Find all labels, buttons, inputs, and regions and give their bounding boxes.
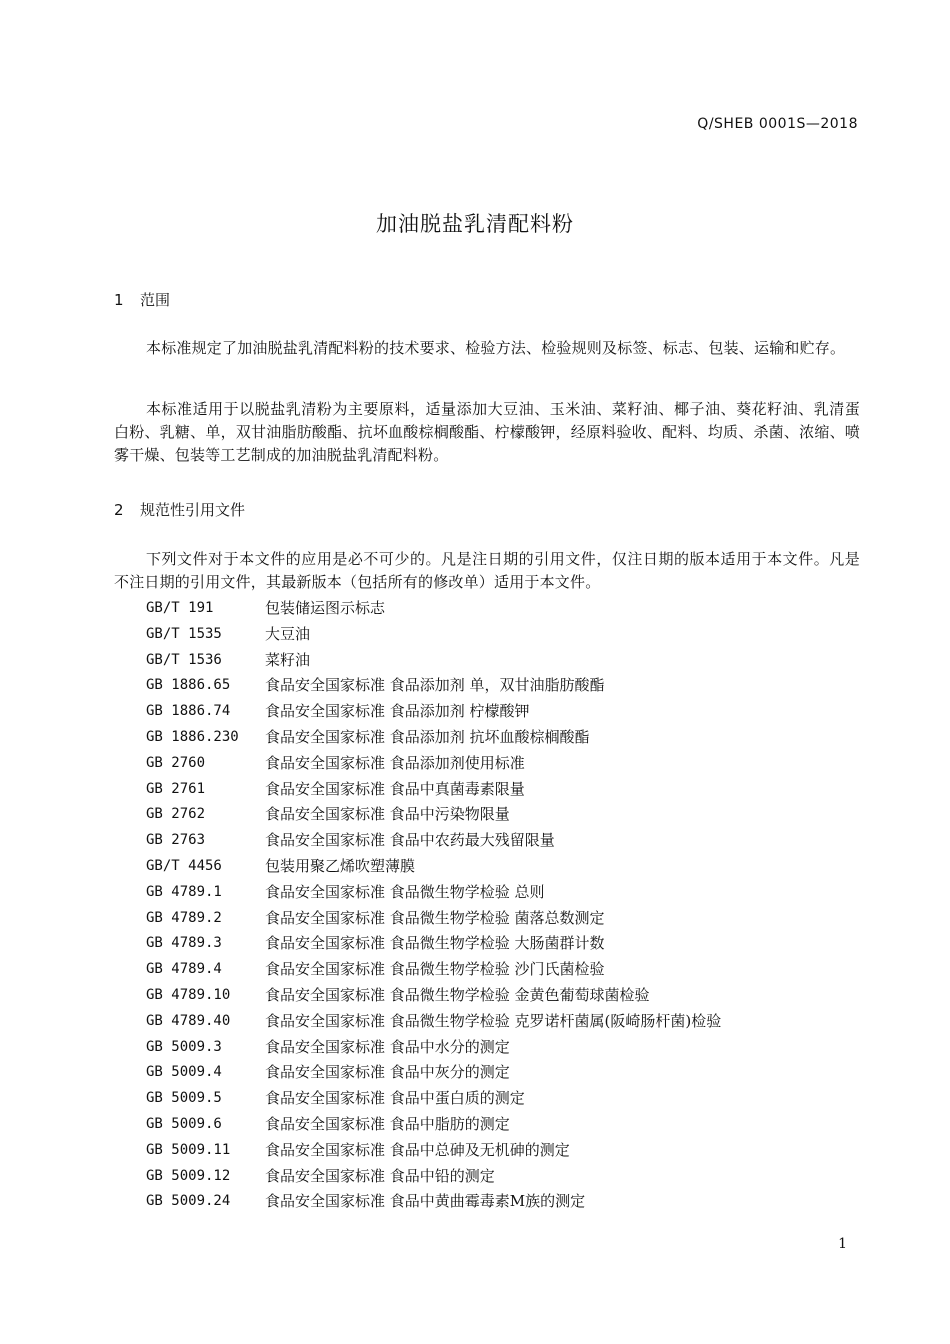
reference-code: GB 5009.4 bbox=[146, 1064, 222, 1081]
reference-item bbox=[146, 1164, 721, 1190]
reference-name: 食品安全国家标准 食品中灰分的测定 bbox=[265, 1063, 510, 1082]
reference-item bbox=[146, 1112, 721, 1138]
reference-name: 大豆油 bbox=[265, 624, 311, 643]
reference-list bbox=[146, 596, 721, 1215]
section-2-heading bbox=[114, 499, 245, 520]
reference-code: GB 1886.65 bbox=[146, 677, 231, 694]
section-number: 1 bbox=[114, 291, 124, 309]
reference-item bbox=[146, 725, 721, 751]
reference-name: 食品安全国家标准 食品中蛋白质的测定 bbox=[265, 1089, 525, 1108]
page-number: 1 bbox=[838, 1236, 847, 1252]
scope-paragraph-2: 本标准适用于以脱盐乳清粉为主要原料，适量添加大豆油、玉米油、菜籽油、椰子油、葵花籽油、乳清蛋白粉、乳糖、单，双甘油脂肪酸酯、抗坏血酸棕榈酸酯、柠檬酸钾，经原料验收、配料、均质、杀菌、浓缩、喷雾干燥、包装等工艺制成的加油脱盐乳清配料粉。 bbox=[114, 400, 860, 464]
reference-item bbox=[146, 854, 721, 880]
reference-item bbox=[146, 828, 721, 854]
reference-name: 食品安全国家标准 食品中总砷及无机砷的测定 bbox=[265, 1140, 570, 1159]
reference-item bbox=[146, 1189, 721, 1215]
reference-name: 食品安全国家标准 食品微生物学检验 大肠菌群计数 bbox=[265, 934, 605, 953]
reference-item bbox=[146, 699, 721, 725]
reference-name: 食品安全国家标准 食品中脂肪的测定 bbox=[265, 1114, 510, 1133]
reference-code: GB 4789.2 bbox=[146, 909, 222, 926]
reference-code: GB 4789.40 bbox=[146, 1012, 231, 1029]
reference-name: 食品安全国家标准 食品中农药最大残留限量 bbox=[265, 831, 555, 850]
reference-code: GB 4789.1 bbox=[146, 883, 222, 900]
section-number: 2 bbox=[114, 501, 124, 519]
reference-code: GB 4789.3 bbox=[146, 935, 222, 952]
section-1-heading bbox=[114, 289, 170, 310]
reference-code: GB 5009.12 bbox=[146, 1167, 231, 1184]
reference-code: GB 5009.5 bbox=[146, 1090, 222, 1107]
reference-item bbox=[146, 1060, 721, 1086]
reference-item bbox=[146, 777, 721, 803]
normative-paragraph: 下列文件对于本文件的应用是必不可少的。凡是注日期的引用文件，仅注日期的版本适用于本文件。凡是不注日期的引用文件，其最新版本（包括所有的修改单）适用于本文件。 bbox=[114, 550, 860, 591]
reference-name: 包装储运图示标志 bbox=[265, 599, 386, 617]
reference-item bbox=[146, 622, 721, 648]
reference-code: GB 5009.3 bbox=[146, 1038, 222, 1055]
reference-name: 菜籽油 bbox=[265, 650, 311, 669]
reference-code: GB 2762 bbox=[146, 806, 206, 823]
reference-code: GB/T 1535 bbox=[146, 625, 222, 642]
reference-name: 食品安全国家标准 食品微生物学检验 总则 bbox=[265, 882, 545, 901]
reference-code: GB 4789.10 bbox=[146, 986, 231, 1003]
reference-code: GB/T 4456 bbox=[146, 857, 222, 874]
reference-name: 包装用聚乙烯吹塑薄膜 bbox=[265, 856, 416, 875]
reference-code: GB 5009.6 bbox=[146, 1115, 222, 1132]
reference-item bbox=[146, 1086, 721, 1112]
reference-item bbox=[146, 673, 721, 699]
reference-code: GB 5009.11 bbox=[146, 1141, 231, 1158]
reference-name: 食品安全国家标准 食品中铅的测定 bbox=[265, 1166, 495, 1185]
reference-item bbox=[146, 906, 721, 932]
reference-item bbox=[146, 1035, 721, 1061]
reference-code: GB 4789.4 bbox=[146, 961, 222, 978]
reference-name: 食品安全国家标准 食品添加剂使用标准 bbox=[265, 753, 525, 772]
reference-item bbox=[146, 983, 721, 1009]
reference-code: GB 2763 bbox=[146, 832, 206, 849]
reference-name: 食品安全国家标准 食品微生物学检验 金黄色葡萄球菌检验 bbox=[265, 985, 650, 1004]
reference-name: 食品安全国家标准 食品微生物学检验 沙门氏菌检验 bbox=[265, 960, 605, 979]
reference-item bbox=[146, 931, 721, 957]
reference-item bbox=[146, 596, 721, 622]
reference-item bbox=[146, 957, 721, 983]
reference-name: 食品安全国家标准 食品添加剂 单，双甘油脂肪酸酯 bbox=[265, 676, 605, 695]
reference-code: GB 1886.74 bbox=[146, 703, 231, 720]
reference-code: GB 1886.230 bbox=[146, 728, 239, 745]
reference-item bbox=[146, 880, 721, 906]
reference-name: 食品安全国家标准 食品添加剂 柠檬酸钾 bbox=[265, 702, 530, 721]
document-title: 加油脱盐乳清配料粉 bbox=[376, 212, 574, 236]
standard-code: Q/SHEB 0001S—2018 bbox=[697, 116, 858, 132]
reference-name: 食品安全国家标准 食品微生物学检验 克罗诺杆菌属(阪崎肠杆菌)检验 bbox=[265, 1011, 722, 1030]
reference-item bbox=[146, 1009, 721, 1035]
reference-name: 食品安全国家标准 食品微生物学检验 菌落总数测定 bbox=[265, 908, 605, 927]
reference-name: 食品安全国家标准 食品中真菌毒素限量 bbox=[265, 779, 525, 798]
reference-code: GB 2761 bbox=[146, 780, 206, 797]
reference-item bbox=[146, 802, 721, 828]
section-title: 规范性引用文件 bbox=[140, 501, 246, 519]
reference-code: GB 5009.24 bbox=[146, 1193, 231, 1210]
reference-name: 食品安全国家标准 食品中污染物限量 bbox=[265, 805, 510, 824]
reference-code: GB 2760 bbox=[146, 754, 206, 771]
reference-item bbox=[146, 751, 721, 777]
reference-name: 食品安全国家标准 食品添加剂 抗坏血酸棕榈酸酯 bbox=[265, 727, 590, 746]
reference-item bbox=[146, 1138, 721, 1164]
scope-paragraph-1: 本标准规定了加油脱盐乳清配料粉的技术要求、检验方法、检验规则及标签、标志、包装、运输和贮存。 bbox=[146, 339, 846, 357]
reference-name: 食品安全国家标准 食品中水分的测定 bbox=[265, 1037, 510, 1056]
reference-code: GB/T 191 bbox=[146, 600, 214, 616]
section-title: 范围 bbox=[140, 291, 171, 309]
reference-code: GB/T 1536 bbox=[146, 651, 222, 668]
reference-name: 食品安全国家标准 食品中黄曲霉毒素M族的测定 bbox=[265, 1192, 586, 1211]
reference-item bbox=[146, 648, 721, 674]
